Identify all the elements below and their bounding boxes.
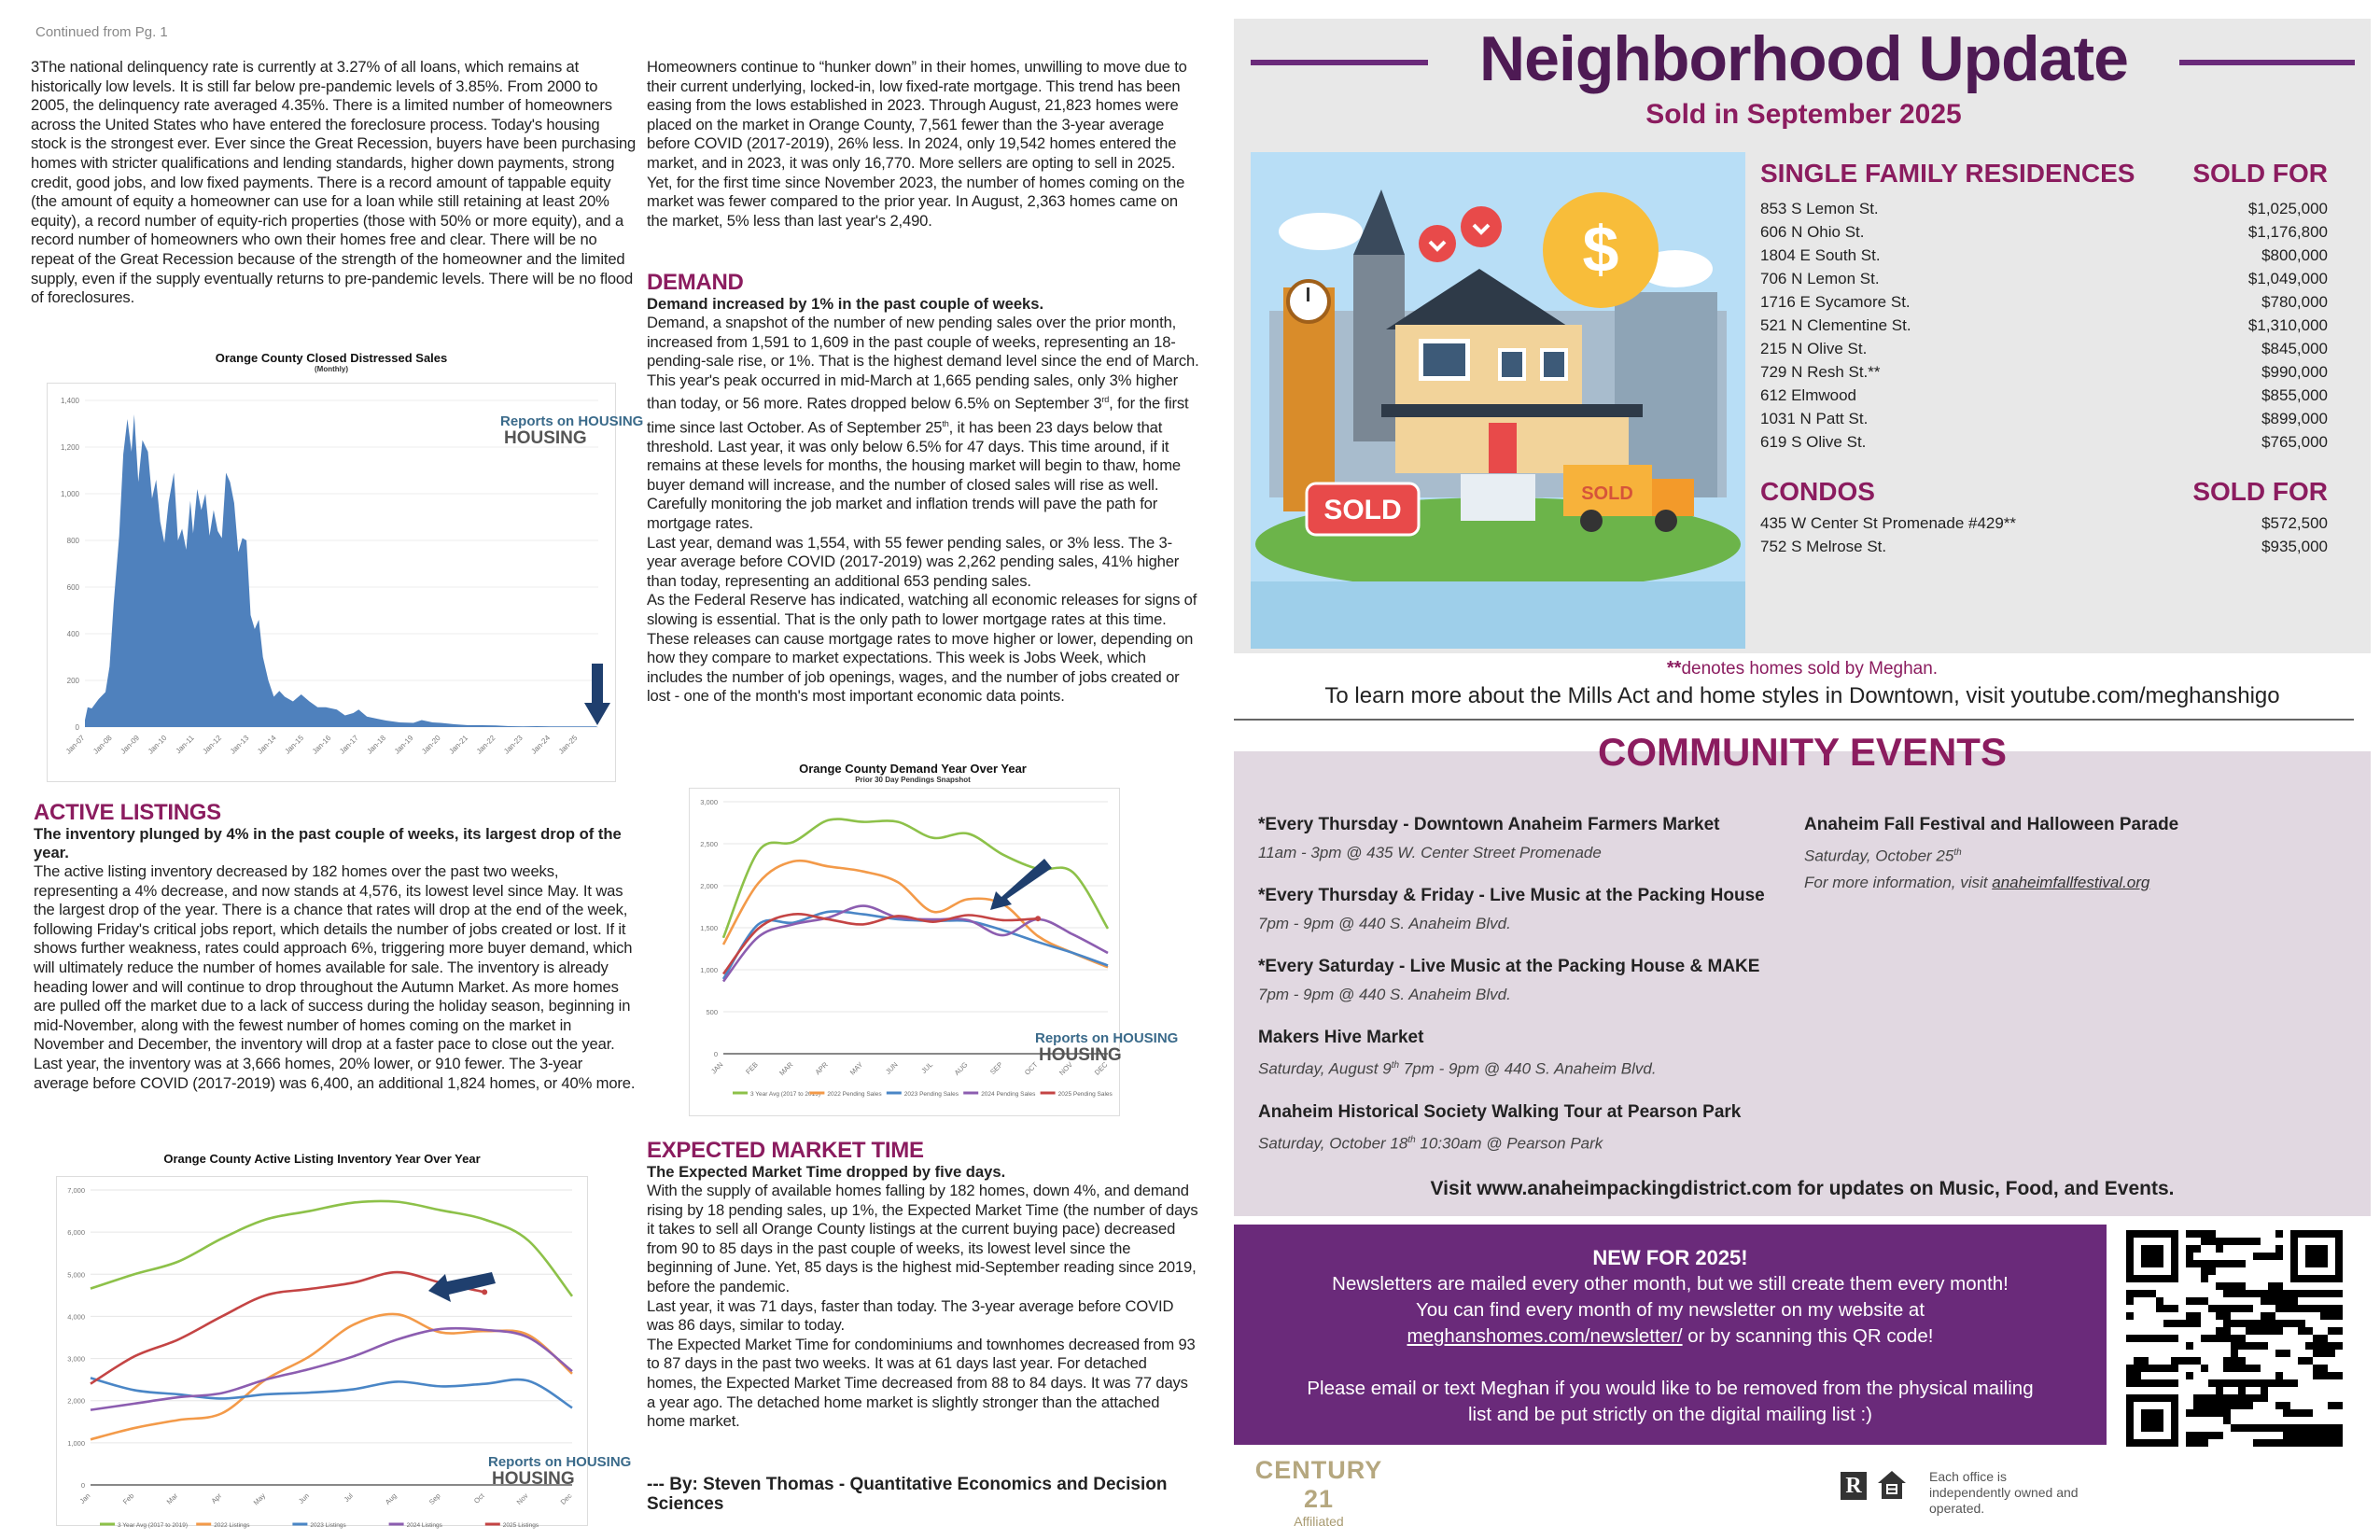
x-tick-label: Jan-20 bbox=[420, 734, 442, 756]
event-detail: Saturday, October 18th 10:30am @ Pearson Park bbox=[1258, 1134, 1603, 1153]
x-tick-label: Jan-18 bbox=[365, 734, 388, 756]
sale-address: 1031 N Patt St. bbox=[1760, 410, 1869, 427]
x-tick-label: JAN bbox=[709, 1060, 725, 1076]
series-line-0 bbox=[91, 1201, 572, 1296]
x-tick-label: NOV bbox=[1057, 1060, 1074, 1077]
y-tick-label: 0 bbox=[80, 1481, 85, 1490]
x-tick-label: JUL bbox=[919, 1060, 935, 1075]
sale-row bbox=[1760, 430, 2328, 454]
events-heading: COMMUNITY EVENTS bbox=[1598, 730, 2007, 774]
chart-title: Orange County Closed Distressed Sales bbox=[215, 351, 448, 365]
arrow-icon bbox=[592, 664, 603, 706]
sold-for-heading: SOLD FOR bbox=[2192, 477, 2328, 506]
equal-housing-icon bbox=[1876, 1469, 1908, 1501]
event-detail: Saturday, August 9th 7pm - 9pm @ 440 S. Anaheim Blvd. bbox=[1258, 1059, 1657, 1078]
legend-label: 2023 Listings bbox=[310, 1522, 346, 1529]
y-tick-label: 1,500 bbox=[700, 924, 718, 932]
newsletter-line-3: meghanshomes.com/newsletter/ or by scanning this QR code! bbox=[1407, 1325, 1934, 1347]
brand-sub: Affiliated bbox=[1294, 1514, 1344, 1529]
sale-row bbox=[1760, 290, 2328, 314]
sale-address: 1716 E Sycamore St. bbox=[1760, 293, 1911, 311]
sale-price: $855,000 bbox=[2261, 386, 2328, 404]
x-tick-label: Jan-21 bbox=[447, 734, 470, 756]
event-item bbox=[1258, 1101, 1818, 1155]
sale-row bbox=[1760, 407, 2328, 430]
sale-row bbox=[1760, 360, 2328, 384]
event-title: Anaheim Historical Society Walking Tour at Pearson Park bbox=[1258, 1101, 1742, 1122]
arrow-head-icon bbox=[584, 703, 610, 725]
emt-body: With the supply of available homes falling by 182 homes, down 4%, and demand rising by 18 pending sales, up 1%, the Expected Market Time (the number of days it takes to sell all Orange County listings at the current buying pace) decreased from 90 to 85 days in the past couple of weeks, its lowest level since the beginning of June. Yet, 85 days is the highest mid-September reading since 2019, before the pandemic. bbox=[647, 1182, 1198, 1295]
x-tick-label: Jul bbox=[342, 1491, 355, 1505]
active-listings-section bbox=[34, 801, 640, 1093]
x-tick-label: APR bbox=[813, 1060, 830, 1077]
demand-body-2: Last year, demand was 1,554, with 55 fewer pending sales, or 3% less. The 3-year average before COVID (2017-2019) was 2,262 pending sales, 41% higher than today, representing an additional 653 pending sales. bbox=[647, 533, 1180, 590]
event-detail: 7pm - 9pm @ 440 S. Anaheim Blvd. bbox=[1258, 986, 1511, 1003]
sale-row bbox=[1760, 197, 2328, 220]
continued-label: Continued from Pg. 1 bbox=[35, 24, 168, 40]
divider bbox=[1234, 719, 2354, 721]
sale-address: 706 N Lemon St. bbox=[1760, 270, 1880, 287]
active-listings-body: The active listing inventory decreased by 182 homes over the past two weeks, representing a 4% decrease, and now stands at 4,576, its lowest level since May. It was the largest drop of the year. There is a chance that rates will drop at the end of the week, following Friday's critical jobs report, which details the number of jobs created or lost. If it shows further weakness, rates could approach 6%, triggering more buyer demand, which will ultimately reduce the number of homes available for sale. The inventory is already heading lower and will continue to drop throughout the Autumn Market. As more homes are pulled off the market due to a lack of success during the holiday season, beginning in mid-November, along with the fewest number of homes coming on the market in November and December, the inventory will drop at a faster pace to close out the year. bbox=[34, 862, 633, 1054]
x-tick-label: Feb bbox=[120, 1491, 136, 1506]
condo-list bbox=[1760, 511, 2328, 558]
x-tick-label: Jan-08 bbox=[91, 734, 114, 756]
y-tick-label: 3,000 bbox=[67, 1354, 85, 1364]
chart-subtitle: (Monthly) bbox=[315, 365, 348, 373]
newsletter-link[interactable]: meghanshomes.com/newsletter/ bbox=[1407, 1325, 1683, 1347]
sale-price: $1,025,000 bbox=[2247, 200, 2328, 217]
sale-price: $1,310,000 bbox=[2247, 316, 2328, 334]
sfr-heading: SINGLE FAMILY RESIDENCES bbox=[1760, 159, 2135, 188]
sale-address: 729 N Resh St.** bbox=[1760, 363, 1881, 381]
active-listings-subheading: The inventory plunged by 4% in the past couple of weeks, its largest drop of the year. bbox=[34, 825, 622, 861]
x-tick-label: Jan-25 bbox=[556, 734, 580, 756]
sale-price: $572,500 bbox=[2261, 514, 2328, 532]
x-tick-label: Jan-10 bbox=[146, 734, 169, 756]
x-tick-label: Sep bbox=[427, 1491, 442, 1506]
x-tick-label: OCT bbox=[1022, 1060, 1040, 1077]
series-endpoint bbox=[482, 1289, 487, 1295]
sale-row bbox=[1760, 220, 2328, 244]
arrow-icon bbox=[990, 859, 1052, 910]
sale-address: 215 N Olive St. bbox=[1760, 340, 1868, 357]
sale-price: $845,000 bbox=[2261, 340, 2328, 357]
x-tick-label: Apr bbox=[209, 1491, 224, 1505]
svg-text:$: $ bbox=[1582, 213, 1619, 286]
qr-code-svg bbox=[2126, 1230, 2343, 1447]
x-tick-label: Jan-24 bbox=[529, 734, 553, 756]
century21-logo bbox=[1249, 1456, 1389, 1529]
visit-line: Visit www.anaheimpackingdistrict.com for updates on Music, Food, and Events. bbox=[1430, 1178, 2175, 1199]
x-tick-label: MAY bbox=[847, 1060, 865, 1077]
y-tick-label: 2,000 bbox=[700, 882, 718, 890]
y-tick-label: 500 bbox=[706, 1008, 718, 1016]
demand-section bbox=[647, 271, 1199, 707]
legend-label: 2024 Listings bbox=[406, 1522, 442, 1529]
qr-code[interactable] bbox=[2126, 1230, 2343, 1447]
y-tick-label: 2,500 bbox=[700, 840, 718, 848]
event-item bbox=[1258, 956, 1818, 1006]
brand-name: CENTURY 21 bbox=[1254, 1456, 1383, 1513]
x-tick-label: Dec bbox=[558, 1491, 574, 1506]
newsletter-line-4: Please email or text Meghan if you would like to be removed from the physical mailing list and be put strictly on the digital mailing list :) bbox=[1307, 1378, 2034, 1425]
sale-price: $935,000 bbox=[2261, 538, 2328, 555]
sale-row bbox=[1760, 337, 2328, 360]
emt-heading: EXPECTED MARKET TIME bbox=[647, 1138, 924, 1163]
event-date: Saturday, October 25th bbox=[1804, 847, 1962, 865]
reports-on-housing-logo bbox=[488, 1454, 631, 1489]
y-tick-label: 1,000 bbox=[67, 1438, 85, 1448]
x-tick-label: Jan-16 bbox=[310, 734, 333, 756]
event-detail: 7pm - 9pm @ 440 S. Anaheim Blvd. bbox=[1258, 915, 1511, 932]
series-line-1 bbox=[91, 1314, 572, 1439]
event-item bbox=[1258, 885, 1818, 935]
sale-price: $1,176,800 bbox=[2247, 223, 2328, 241]
house-illustration-svg bbox=[1251, 152, 1745, 649]
x-tick-label: Jan bbox=[77, 1491, 92, 1505]
x-tick-label: JUN bbox=[884, 1060, 900, 1076]
active-listings-body-2: Last year, the inventory was at 3,666 homes, 20% lower, or 910 fewer. The 3-year average before COVID (2017-2019) was 6,400, an additional 1,824 homes, or 40% more. bbox=[34, 1054, 636, 1092]
event-title: Anaheim Fall Festival and Halloween Parade bbox=[1804, 815, 2179, 834]
active-listing-plot bbox=[57, 1177, 632, 1529]
x-tick-label: Jan-22 bbox=[474, 734, 497, 756]
sale-row bbox=[1760, 314, 2328, 337]
demand-plot bbox=[690, 789, 1179, 1117]
sale-address: 1804 E South St. bbox=[1760, 246, 1881, 264]
demand-heading: DEMAND bbox=[647, 270, 744, 295]
sale-address: 435 W Center St Promenade #429** bbox=[1760, 514, 2017, 532]
emt-section bbox=[647, 1139, 1199, 1432]
y-tick-label: 200 bbox=[66, 677, 79, 685]
chart-subtitle: Prior 30 Day Pendings Snapshot bbox=[855, 776, 971, 784]
y-tick-label: 5,000 bbox=[67, 1270, 85, 1280]
sale-price: $1,049,000 bbox=[2247, 270, 2328, 287]
series-line-4 bbox=[723, 914, 1038, 973]
sale-price: $899,000 bbox=[2261, 410, 2328, 427]
x-tick-label: DEC bbox=[1092, 1060, 1110, 1077]
x-tick-label: FEB bbox=[744, 1060, 760, 1076]
sale-price: $990,000 bbox=[2261, 363, 2328, 381]
demand-body: Demand, a snapshot of the number of new pending sales over the prior month, increased from 1,591 to 1,609 in the past couple of weeks, representing an 18-pending-sale rise, or 1%. That is the highest demand level since the end of March. This year's peak occurred in mid-March at 1,665 pending sales, only 3% higher than today, or 56 more. Rates dropped below 6.5% on September 3rd, for the first time since last October. As of September 25th, it has been 23 days below that threshold. Last year, it was only below 6.5% for 47 days. This time around, if it remains at these levels for months, the housing market will begin to thaw, home buyer demand will increase, and the number of closed sales will rise as well. Carefully monitoring the job market and inflation trends will pave the path for mortgage rates. bbox=[647, 314, 1199, 532]
sale-price: $800,000 bbox=[2261, 246, 2328, 264]
sold-sign-label: SOLD bbox=[1323, 495, 1402, 525]
sold-for-heading: SOLD FOR bbox=[2192, 159, 2328, 188]
newsletter-box bbox=[1234, 1225, 2107, 1445]
y-tick-label: 2,000 bbox=[67, 1396, 85, 1406]
legend-label: 2023 Pending Sales bbox=[903, 1091, 959, 1098]
house-illustration bbox=[1251, 152, 1745, 649]
sale-row bbox=[1760, 384, 2328, 407]
sale-address: 612 Elmwood bbox=[1760, 386, 1857, 404]
reports-on-housing-logo bbox=[500, 413, 643, 448]
svg-text:Reports on HOUSING: Reports on HOUSING bbox=[488, 1454, 632, 1470]
active-listing-chart bbox=[56, 1150, 632, 1529]
event-fall-festival bbox=[1804, 814, 2345, 894]
x-tick-label: Jan-11 bbox=[174, 734, 196, 756]
legend-label: 3 Year Avg (2017 to 2019) bbox=[118, 1522, 189, 1529]
active-listings-heading: ACTIVE LISTINGS bbox=[34, 800, 221, 825]
y-tick-label: 4,000 bbox=[67, 1312, 85, 1322]
y-tick-label: 800 bbox=[66, 537, 79, 545]
series-line-1 bbox=[723, 861, 1108, 967]
legend-label: 2024 Pending Sales bbox=[981, 1091, 1036, 1098]
newsletter-line-2: You can find every month of my newsletter on my website at bbox=[1415, 1299, 1925, 1321]
event-title: Makers Hive Market bbox=[1258, 1028, 1424, 1047]
x-tick-label: Jan-15 bbox=[283, 734, 306, 756]
legend-label: 2025 Listings bbox=[502, 1522, 539, 1529]
x-tick-label: Aug bbox=[383, 1491, 399, 1506]
demand-chart bbox=[679, 762, 1179, 1116]
sale-row bbox=[1760, 267, 2328, 290]
legend-label: 2025 Pending Sales bbox=[1057, 1091, 1113, 1098]
x-tick-label: Jan-19 bbox=[392, 734, 415, 756]
disclaimer: Each office is independently owned and operated. bbox=[1929, 1469, 2079, 1516]
legend-label: 2022 Pending Sales bbox=[827, 1091, 882, 1098]
x-tick-label: Oct bbox=[471, 1491, 486, 1505]
y-tick-label: 1,000 bbox=[700, 966, 718, 974]
svg-text:Reports on HOUSING: Reports on HOUSING bbox=[1035, 1030, 1179, 1046]
x-tick-label: Mar bbox=[164, 1491, 180, 1506]
event-title: *Every Saturday - Live Music at the Packing House & MAKE bbox=[1258, 957, 1760, 976]
intro-paragraph: 3The national delinquency rate is currently at 3.27% of all loans, which remains at historically low levels. It is still far below pre-pandemic levels of 3.85%. From 2000 to 2005, the delinquency rate averaged 4.35%. There is a limited number of homeowners across the United States who have entered the foreclosure process. Today's housing stock is the strongest ever. Ever since the Great Recession, buyers have been purchasing homes with stricter qualifications and lending standards, higher down payments, strong credit, good jobs, and low fixed payments. There is a record amount of tappable equity (the amount of equity a homeowner can use for a loan while still retaining at least 20% equity), a record number of equity-rich properties (those with 50% or more equity), and a record number of homeowners who own their homes free and clear. There will be no repeat of the Great Recession because of the strength of the homeowner and the limited supply, even if the supply eventually returns to pre-pandemic levels. There will be no flood of foreclosures. bbox=[31, 58, 637, 307]
x-tick-label: Nov bbox=[514, 1491, 530, 1506]
x-tick-label: Jan-12 bbox=[201, 734, 224, 756]
chart-title: Orange County Demand Year Over Year bbox=[799, 762, 1027, 776]
sale-address: 619 S Olive St. bbox=[1760, 433, 1867, 451]
demand-subheading: Demand increased by 1% in the past couple of weeks. bbox=[647, 295, 1044, 313]
arrow-icon bbox=[428, 1272, 496, 1302]
page-subtitle: Sold in September 2025 bbox=[1645, 99, 1962, 130]
y-tick-label: 0 bbox=[75, 723, 79, 732]
sale-row bbox=[1760, 244, 2328, 267]
event-item bbox=[1258, 814, 1818, 864]
emt-subheading: The Expected Market Time dropped by five days. bbox=[647, 1163, 1006, 1181]
events-left-column bbox=[1258, 814, 1818, 1175]
x-tick-label: MAR bbox=[777, 1060, 795, 1078]
sfr-list bbox=[1760, 197, 2328, 454]
sale-price: $765,000 bbox=[2261, 433, 2328, 451]
sale-row bbox=[1760, 535, 2328, 558]
emt-body-3: The Expected Market Time for condominiums and townhomes decreased from 93 to 87 days in the past two weeks. It was at 61 days last year. For detached homes, the Expected Market Time decreased from 88 to 84 days. It was 77 days a year ago. The detached home market is slightly stronger than the attached home market. bbox=[647, 1335, 1196, 1431]
y-tick-label: 7,000 bbox=[67, 1186, 85, 1195]
x-tick-label: Jan-13 bbox=[228, 734, 251, 756]
byline: --- By: Steven Thomas - Quantitative Economics and Decision Sciences bbox=[647, 1475, 1168, 1514]
event-title: *Every Thursday & Friday - Live Music at the Packing House bbox=[1258, 886, 1765, 905]
x-tick-label: Jan-23 bbox=[502, 734, 525, 756]
legend-label: 3 Year Avg (2017 to 2019) bbox=[750, 1091, 821, 1098]
distressed-sales-plot bbox=[48, 384, 644, 783]
svg-text:HOUSING: HOUSING bbox=[504, 428, 587, 448]
event-detail: 11am - 3pm @ 435 W. Center Street Promenade bbox=[1258, 844, 1602, 861]
truck-sold-label: SOLD bbox=[1581, 483, 1633, 504]
sale-address: 752 S Melrose St. bbox=[1760, 538, 1887, 555]
reports-on-housing-logo bbox=[1035, 1030, 1178, 1065]
series-line-2 bbox=[91, 1378, 572, 1407]
y-tick-label: 600 bbox=[66, 583, 79, 592]
event-item bbox=[1258, 1027, 1818, 1081]
y-tick-label: 6,000 bbox=[67, 1228, 85, 1238]
mills-act-line: To learn more about the Mills Act and home styles in Downtown, visit youtube.com/meghanshigo bbox=[1324, 683, 2280, 708]
x-tick-label: May bbox=[251, 1491, 268, 1507]
page-title: Neighborhood Update bbox=[1479, 23, 2128, 94]
y-tick-label: 1,400 bbox=[60, 397, 79, 405]
event-title: *Every Thursday - Downtown Anaheim Farmers Market bbox=[1258, 815, 1720, 834]
x-tick-label: SEP bbox=[988, 1060, 1005, 1077]
legend-label: 2022 Listings bbox=[214, 1522, 250, 1529]
footnote: **denotes homes sold by Meghan. bbox=[1666, 658, 1939, 679]
chart-title: Orange County Active Listing Inventory Year Over Year bbox=[163, 1152, 481, 1166]
title-line-left bbox=[1251, 60, 1428, 65]
distressed-sales-chart bbox=[37, 347, 644, 786]
x-tick-label: AUG bbox=[952, 1060, 970, 1077]
sfr-section bbox=[1760, 154, 2328, 454]
emt-body-2: Last year, it was 71 days, faster than today. The 3-year average before COVID was 86 days, similar to today. bbox=[647, 1296, 1174, 1335]
series-endpoint bbox=[1035, 916, 1041, 921]
middle-intro: Homeowners continue to “hunker down” in their homes, unwilling to move due to their current underlying, locked-in, low fixed-rate mortgage. This trend has been easing from the lows established in 2023. Through August, 21,823 homes were placed on the market in Orange County, 7,561 fewer than the 3-year average before COVID (2017-2019), 26% less. In 2024, only 19,542 homes entered the market, and in 2023, it was only 16,770. More sellers are opting to sell in 2025. Yet, for the first time since November 2023, the number of homes coming on the market was fewer compared to the prior year. In August, 2,363 homes came on the market, 5% less than last year's 2,490. bbox=[647, 58, 1187, 230]
y-tick-label: 400 bbox=[66, 630, 79, 638]
y-tick-label: 1,000 bbox=[60, 490, 79, 498]
newsletter-line-1: Newsletters are mailed every other month, but we still create them every month! bbox=[1332, 1273, 2009, 1295]
x-tick-label: Jan-17 bbox=[338, 734, 360, 756]
title-line-right bbox=[2179, 60, 2355, 65]
sale-price: $780,000 bbox=[2261, 293, 2328, 311]
x-tick-label: Jun bbox=[297, 1491, 311, 1505]
realtor-icon: R bbox=[1841, 1472, 1867, 1500]
sale-row bbox=[1760, 511, 2328, 535]
svg-text:HOUSING: HOUSING bbox=[492, 1469, 575, 1489]
svg-text:HOUSING: HOUSING bbox=[1039, 1045, 1122, 1065]
sale-address: 521 N Clementine St. bbox=[1760, 316, 1911, 334]
event-info: For more information, visit anaheimfallfestival.org bbox=[1804, 873, 2150, 891]
condos-section bbox=[1760, 472, 2328, 558]
x-tick-label: Jan-09 bbox=[119, 734, 142, 756]
sale-address: 853 S Lemon St. bbox=[1760, 200, 1879, 217]
y-tick-label: 1,200 bbox=[60, 443, 79, 452]
y-tick-label: 3,000 bbox=[700, 798, 718, 806]
svg-text:Reports on HOUSING: Reports on HOUSING bbox=[500, 413, 644, 429]
x-tick-label: Jan-14 bbox=[256, 734, 278, 756]
condos-heading: CONDOS bbox=[1760, 477, 1875, 506]
x-tick-label: Jan-07 bbox=[63, 734, 87, 756]
demand-body-3: As the Federal Reserve has indicated, watching all economic releases for signs of slowing is essential. That is the only path to lower mortgage rates at this time. These releases can cause mortgage rates to move higher or lower, depending on how they compare to market expectations. This week is Jobs Week, which includes the number of job openings, wages, and the number of jobs created or lost - one of the month's most important economic data points. bbox=[647, 591, 1197, 706]
sale-address: 606 N Ohio St. bbox=[1760, 223, 1865, 241]
newsletter-heading: NEW FOR 2025! bbox=[1592, 1246, 1748, 1269]
fall-festival-link[interactable]: anaheimfallfestival.org bbox=[1992, 873, 2150, 891]
y-tick-label: 0 bbox=[713, 1050, 718, 1058]
